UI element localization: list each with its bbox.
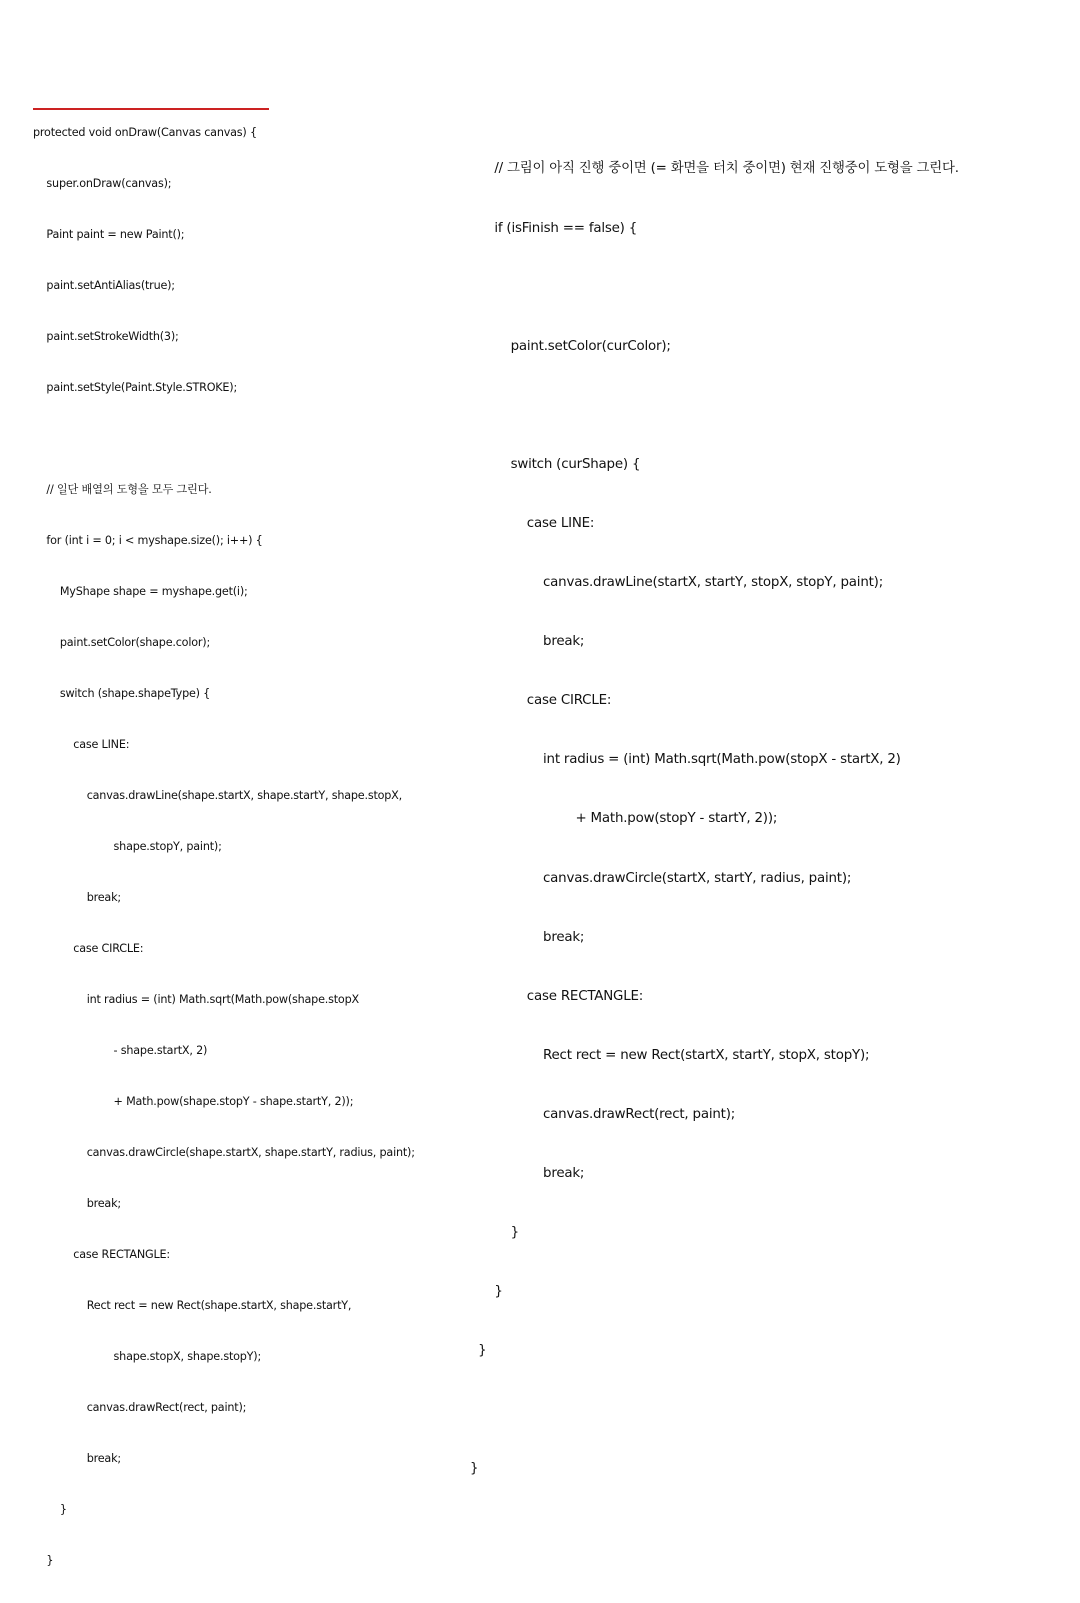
- code-line: }: [470, 1343, 487, 1359]
- code-line: break;: [33, 1452, 121, 1465]
- code-line: paint.setStyle(Paint.Style.STROKE);: [33, 381, 238, 394]
- code-line: [470, 278, 959, 298]
- code-line: canvas.drawLine(shape.startX, shape.startY, shape.stopX,: [33, 789, 403, 802]
- code-line: canvas.drawLine(startX, startY, stopX, stopY, paint);: [470, 575, 883, 591]
- code-comment-line: // 그림이 아직 진행 중이면 (= 화면을 터치 중이면) 현재 진행중이 도형을 그린다.: [470, 161, 959, 177]
- code-line: }: [33, 1554, 54, 1567]
- code-line: break;: [33, 1197, 121, 1210]
- code-line: }: [33, 1503, 67, 1516]
- code-line: case LINE:: [33, 738, 130, 751]
- code-line: shape.stopY, paint);: [33, 840, 222, 853]
- code-line: paint.setColor(curColor);: [470, 338, 671, 354]
- code-line: break;: [33, 891, 121, 904]
- code-line: case RECTANGLE:: [33, 1248, 170, 1261]
- code-line: [470, 1400, 959, 1420]
- code-line: [33, 430, 415, 447]
- code-line: }: [470, 1284, 503, 1300]
- code-line: canvas.drawCircle(startX, startY, radius, paint);: [470, 870, 852, 886]
- code-line: canvas.drawRect(rect, paint);: [33, 1401, 247, 1414]
- code-line: switch (shape.shapeType) {: [33, 687, 211, 700]
- code-line: protected void onDraw(Canvas canvas) {: [33, 126, 257, 139]
- code-line: paint.setStrokeWidth(3);: [33, 330, 179, 343]
- code-line: if (isFinish == false) {: [470, 220, 638, 236]
- code-line: case LINE:: [470, 515, 595, 531]
- code-line: break;: [470, 634, 585, 650]
- code-comment-line: // 일단 배열의 도형을 모두 그린다.: [33, 483, 212, 496]
- code-line: + Math.pow(shape.stopY - shape.startY, 2));: [33, 1095, 354, 1108]
- code-line: super.onDraw(canvas);: [33, 177, 172, 190]
- code-line: case CIRCLE:: [33, 942, 144, 955]
- code-line: MyShape shape = myshape.get(i);: [33, 585, 248, 598]
- code-line: }: [470, 1225, 519, 1241]
- code-line: for (int i = 0; i < myshape.size(); i++) {: [33, 534, 263, 547]
- right-code-block: [470, 120, 959, 1519]
- code-line: paint.setColor(shape.color);: [33, 636, 211, 649]
- code-line: switch (curShape) {: [470, 456, 641, 472]
- code-line: [470, 396, 959, 416]
- code-line: shape.stopX, shape.stopY);: [33, 1350, 262, 1363]
- code-line: case RECTANGLE:: [470, 988, 644, 1004]
- code-line: break;: [470, 929, 585, 945]
- code-line: int radius = (int) Math.sqrt(Math.pow(shape.stopX: [33, 993, 359, 1006]
- code-line: }: [470, 1461, 479, 1477]
- code-line: - shape.startX, 2): [33, 1044, 208, 1057]
- code-line: break;: [470, 1166, 585, 1181]
- code-line: canvas.drawRect(rect, paint);: [470, 1106, 736, 1122]
- code-line: paint.setAntiAlias(true);: [33, 279, 175, 292]
- code-line: Rect rect = new Rect(shape.startX, shape.startY,: [33, 1299, 352, 1312]
- code-line: case CIRCLE:: [470, 693, 612, 709]
- code-line: + Math.pow(stopY - startY, 2));: [470, 811, 778, 827]
- left-code-block: [33, 90, 415, 1603]
- code-line: Rect rect = new Rect(startX, startY, stopX, stopY);: [470, 1047, 870, 1063]
- code-line: int radius = (int) Math.sqrt(Math.pow(stopX - startX, 2): [470, 752, 901, 768]
- code-line: Paint paint = new Paint();: [33, 228, 185, 241]
- code-line: canvas.drawCircle(shape.startX, shape.startY, radius, paint);: [33, 1146, 415, 1159]
